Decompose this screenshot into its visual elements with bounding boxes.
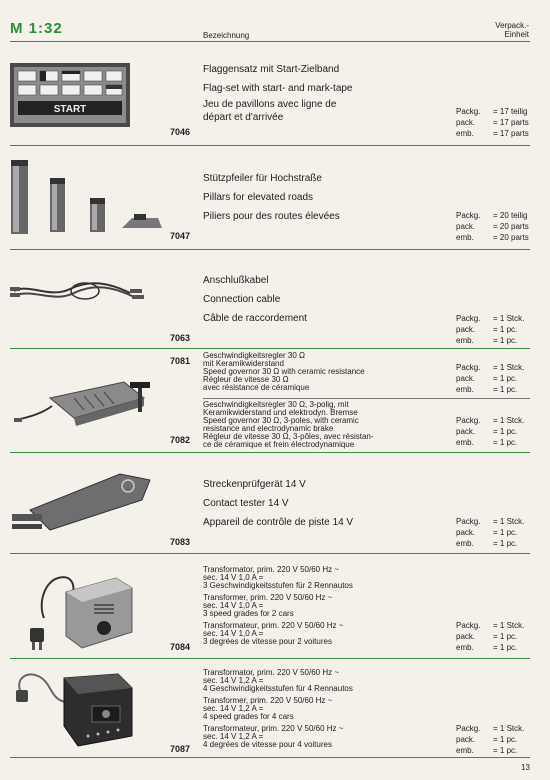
pack-key: Packg.: [456, 211, 481, 220]
description-line: Pillars for elevated roads: [203, 192, 314, 203]
pillars-image: [8, 158, 168, 240]
pack-key: emb.: [456, 643, 474, 652]
packaging-info: [456, 516, 524, 549]
pack-key: Packg.: [456, 621, 481, 630]
product-number: 7047: [170, 231, 191, 241]
packaging-info: [456, 313, 524, 346]
description-line: Streckenprüfgerät 14 V: [203, 479, 306, 490]
description-line: Régleur de vitesse 30 Ω, 3-pôles, avec résistan-: [203, 432, 374, 441]
pack-value: = 20 parts: [493, 222, 529, 231]
description-line: 4 degrées de vitesse pour 4 voitures: [203, 740, 332, 749]
description-line: 4 speed grades for 4 cars: [203, 712, 294, 721]
pack-value: = 1 pc.: [493, 385, 518, 394]
description-line: sec. 14 V 1,0 A =: [203, 601, 264, 610]
pack-value: = 1 pc.: [493, 632, 518, 641]
product-description-7082: [203, 401, 374, 449]
pack-key: pack.: [456, 118, 476, 127]
pack-value: = 1 pc.: [493, 336, 518, 345]
product-description-7063: [203, 271, 307, 328]
description-line: 4 Geschwindigkeitsstufen für 4 Rennautos: [203, 684, 353, 693]
pack-value: = 1 pc.: [493, 643, 518, 652]
page-number: 13: [521, 763, 530, 772]
description-line: Transformer, prim. 220 V 50/60 Hz ~: [203, 593, 333, 602]
product-number: 7082: [170, 435, 191, 445]
pack-value: = 1 Stck.: [493, 363, 525, 372]
description-line: Transformateur, prim. 220 V 50/60 Hz ~: [203, 724, 344, 733]
pack-key: Packg.: [456, 724, 481, 733]
pack-value: = 1 pc.: [493, 528, 518, 537]
description-line: Geschwindigkeitsregler 30 Ω: [203, 351, 306, 360]
description-line: Flag-set with start- and mark-tape: [203, 83, 353, 94]
pack-key: emb.: [456, 129, 474, 138]
pack-key: emb.: [456, 385, 474, 394]
product-number: 7046: [170, 127, 191, 137]
section-divider: [10, 348, 530, 349]
sub-divider: [203, 398, 530, 399]
pack-key: Packg.: [456, 416, 481, 425]
pack-key: Packg.: [456, 107, 481, 116]
pack-value: = 1 Stck.: [493, 517, 525, 526]
description-line: Transformator, prim. 220 V 50/60 Hz ~: [203, 565, 339, 574]
header-divider: [10, 41, 530, 42]
description-line: Contact tester 14 V: [203, 498, 289, 509]
pack-value: = 1 Stck.: [493, 621, 525, 630]
packaging-info: [456, 415, 524, 448]
product-description-7084: [203, 566, 353, 646]
pack-key: pack.: [456, 325, 476, 334]
product-description-7047: [203, 169, 340, 226]
description-line: Jeu de pavillons avec ligne de: [203, 99, 337, 110]
column-label: Bezeichnung: [203, 31, 250, 40]
transformer-4-image: [10, 666, 140, 754]
description-line: Transformator, prim. 220 V 50/60 Hz ~: [203, 668, 339, 677]
pack-key: emb.: [456, 438, 474, 447]
packaging-label-line: Einheit: [504, 30, 529, 39]
pack-value: = 1 pc.: [493, 539, 518, 548]
product-number: 7083: [170, 537, 191, 547]
pack-key: pack.: [456, 528, 476, 537]
pack-value: = 1 pc.: [493, 427, 518, 436]
description-line: Régleur de vitesse 30 Ω: [203, 375, 289, 384]
description-line: Speed governor 30 Ω with ceramic resistance: [203, 367, 365, 376]
description-line: ce de céramique et frein électrodynamique: [203, 440, 355, 449]
product-description-7083: [203, 475, 353, 532]
pack-value: = 20 parts: [493, 233, 529, 242]
pack-key: pack.: [456, 632, 476, 641]
speed-governor-image: [14, 376, 174, 432]
packaging-info: [456, 620, 524, 653]
pack-value: = 1 pc.: [493, 374, 518, 383]
packaging-info: [456, 106, 529, 139]
description-line: Speed governor 30 Ω, 3-poles, with ceramic: [203, 416, 359, 425]
section-divider: [10, 452, 530, 453]
description-line: Geschwindigkeitsregler 30 Ω, 3-polig, mit: [203, 400, 349, 409]
flag-set-image: [10, 63, 130, 127]
cable-image: [10, 275, 150, 309]
description-line: 3 Geschwindigkeitsstufen für 2 Rennautos: [203, 581, 353, 590]
description-line: Flaggensatz mit Start-Zielband: [203, 64, 340, 75]
flag-tape-text: START: [53, 104, 87, 115]
pack-value: = 1 pc.: [493, 438, 518, 447]
packaging-info: [456, 210, 529, 243]
description-line: sec. 14 V 1,2 A =: [203, 732, 264, 741]
packaging-label-line: Verpack.-: [495, 21, 529, 30]
pack-value: = 1 Stck.: [493, 416, 525, 425]
description-line: Keramikwiderstand und elektrodyn. Bremse: [203, 408, 358, 417]
description-line: Stützpfeiler für Hochstraße: [203, 173, 322, 184]
product-number: 7087: [170, 744, 191, 754]
section-divider: [10, 249, 530, 250]
pack-value: = 17 parts: [493, 118, 529, 127]
page-title: M 1:32: [10, 20, 63, 37]
pack-value: = 20 teilig: [493, 211, 528, 220]
pack-value: = 1 pc.: [493, 746, 518, 755]
description-line: Câble de raccordement: [203, 313, 307, 324]
pack-key: emb.: [456, 336, 474, 345]
product-number: 7081: [170, 356, 191, 366]
pack-value: = 1 Stck.: [493, 724, 525, 733]
description-line: resistance and electrodynamic brake: [203, 424, 334, 433]
pack-value: = 17 teilig: [493, 107, 528, 116]
product-description-7046: [203, 60, 353, 124]
description-line: Transformateur, prim. 220 V 50/60 Hz ~: [203, 621, 344, 630]
pack-value: = 1 Stck.: [493, 314, 525, 323]
pack-key: emb.: [456, 539, 474, 548]
pack-value: = 1 pc.: [493, 325, 518, 334]
pack-key: pack.: [456, 735, 476, 744]
pack-key: Packg.: [456, 363, 481, 372]
pack-key: Packg.: [456, 314, 481, 323]
description-line: Transformer, prim. 220 V 50/60 Hz ~: [203, 696, 333, 705]
product-number: 7063: [170, 333, 191, 343]
description-line: Anschlußkabel: [203, 275, 269, 286]
packaging-info: [456, 362, 524, 395]
description-line: avec résistance de céramique: [203, 383, 310, 392]
description-line: 3 degrées de vitesse pour 2 voitures: [203, 637, 332, 646]
product-description-7081: [203, 352, 365, 392]
section-divider: [10, 658, 530, 659]
section-divider: [10, 553, 530, 554]
pack-key: pack.: [456, 427, 476, 436]
description-line: Connection cable: [203, 294, 281, 305]
pack-key: emb.: [456, 233, 474, 242]
description-line: Piliers pour des routes élevées: [203, 211, 340, 222]
transformer-2-image: [28, 568, 138, 652]
product-description-7087: [203, 669, 353, 749]
pack-value: = 1 pc.: [493, 735, 518, 744]
description-line: sec. 14 V 1,0 A =: [203, 629, 264, 638]
description-line: sec. 14 V 1,0 A =: [203, 573, 264, 582]
pack-key: Packg.: [456, 517, 481, 526]
product-number: 7084: [170, 642, 191, 652]
packaging-info: [456, 723, 524, 756]
packaging-unit-label: [495, 21, 529, 39]
description-line: sec. 14 V 1,2 A =: [203, 704, 264, 713]
pack-key: pack.: [456, 374, 476, 383]
description-line: Appareil de contrôle de piste 14 V: [203, 517, 354, 528]
description-line: mit Keramikwiderstand: [203, 359, 284, 368]
description-line: sec. 14 V 1,2 A =: [203, 676, 264, 685]
contact-tester-image: [10, 470, 160, 536]
description-line: 3 speed grades for 2 cars: [203, 609, 294, 618]
section-divider: [10, 145, 530, 146]
pack-value: = 17 parts: [493, 129, 529, 138]
pack-key: pack.: [456, 222, 476, 231]
pack-key: emb.: [456, 746, 474, 755]
description-line: départ et d'arrivée: [203, 112, 284, 123]
section-divider: [10, 757, 530, 758]
